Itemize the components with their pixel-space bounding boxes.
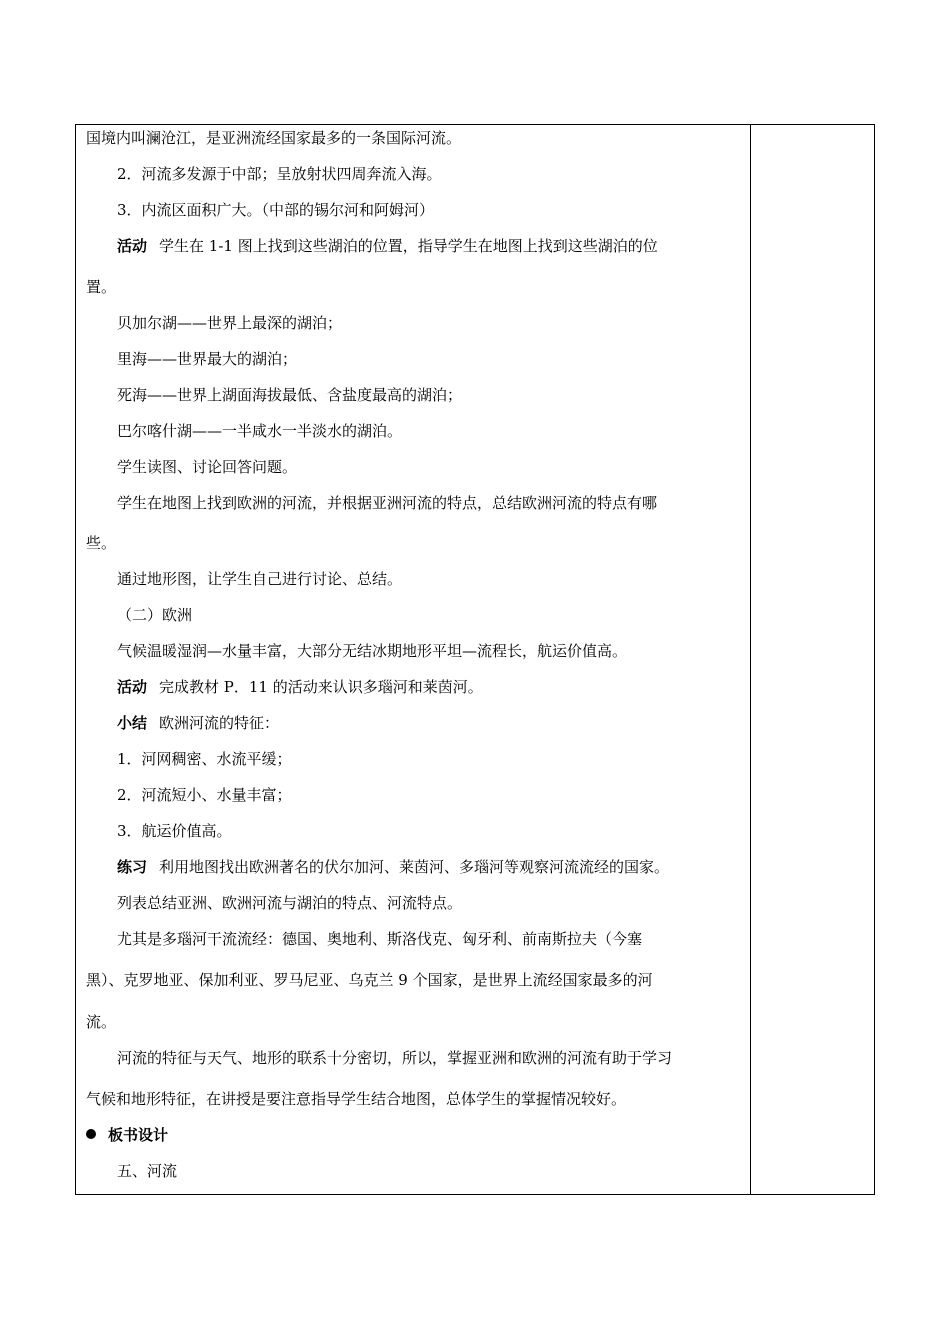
text-line: 黑）、克罗地亚、保加利亚、罗马尼亚、乌克兰 9 个国家，是世界上流经国家最多的河 bbox=[86, 971, 653, 989]
board-design-heading bbox=[86, 1125, 168, 1145]
exercise-line bbox=[117, 857, 669, 877]
bullet-icon bbox=[86, 1129, 96, 1139]
text-line: 3．航运价值高。 bbox=[117, 822, 232, 840]
text-line: 五、河流 bbox=[117, 1162, 178, 1180]
text-line: 死海——世界上湖面海拔最低、含盐度最高的湖泊； bbox=[117, 386, 463, 404]
text-line: 1．河网稠密、水流平缓； bbox=[117, 750, 292, 768]
summary-line bbox=[117, 713, 279, 733]
activity-line bbox=[117, 677, 483, 697]
summary-text: 欧洲河流的特征： bbox=[159, 714, 280, 732]
text-line: 2．河流短小、水量丰富； bbox=[117, 786, 292, 804]
text-line: 学生在地图上找到欧洲的河流，并根据亚洲河流的特点，总结欧洲河流的特点有哪 bbox=[117, 494, 658, 512]
text-line: 气候温暖湿润—水量丰富，大部分无结冰期地形平坦—流程长，航运价值高。 bbox=[117, 642, 628, 660]
activity-text: 完成教材 P．11 的活动来认识多瑙河和莱茵河。 bbox=[159, 678, 483, 696]
summary-label: 小结 bbox=[117, 714, 148, 732]
board-design-label: 板书设计 bbox=[108, 1126, 169, 1144]
exercise-text: 利用地图找出欧洲著名的伏尔加河、莱茵河、多瑙河等观察河流流经的国家。 bbox=[159, 858, 670, 876]
text-line: 列表总结亚洲、欧洲河流与湖泊的特点、河流特点。 bbox=[117, 894, 463, 912]
section-heading: （二）欧洲 bbox=[117, 606, 193, 624]
text-line: 些。 bbox=[86, 534, 117, 552]
text-line: 河流的特征与天气、地形的联系十分密切，所以，掌握亚洲和欧洲的河流有助于学习 bbox=[117, 1049, 673, 1067]
text-line: 贝加尔湖——世界上最深的湖泊； bbox=[117, 314, 343, 332]
activity-line bbox=[117, 236, 658, 256]
activity-text: 学生在 1-1 图上找到这些湖泊的位置，指导学生在地图上找到这些湖泊的位 bbox=[159, 237, 658, 255]
text-line: 通过地形图，让学生自己进行讨论、总结。 bbox=[117, 570, 403, 588]
text-line: 置。 bbox=[86, 278, 117, 296]
text-line: 流。 bbox=[86, 1013, 117, 1031]
text-line: 巴尔喀什湖——一半咸水一半淡水的湖泊。 bbox=[117, 422, 403, 440]
table-column-divider bbox=[750, 124, 751, 1195]
text-line: 3．内流区面积广大。（中部的锡尔河和阿姆河） bbox=[117, 201, 435, 219]
text-line: 尤其是多瑙河干流流经：德国、奥地利、斯洛伐克、匈牙利、前南斯拉夫（今塞 bbox=[117, 930, 643, 948]
text-line: 里海——世界最大的湖泊； bbox=[117, 350, 298, 368]
text-line: 2．河流多发源于中部；呈放射状四周奔流入海。 bbox=[117, 165, 442, 183]
activity-label: 活动 bbox=[117, 678, 148, 696]
text-line: 气候和地形特征，在讲授是要注意指导学生结合地图，总体学生的掌握情况较好。 bbox=[86, 1090, 627, 1108]
exercise-label: 练习 bbox=[117, 858, 148, 876]
text-line: 国境内叫澜沧江，是亚洲流经国家最多的一条国际河流。 bbox=[86, 129, 462, 147]
text-line: 学生读图、讨论回答问题。 bbox=[117, 458, 298, 476]
activity-label: 活动 bbox=[117, 237, 148, 255]
